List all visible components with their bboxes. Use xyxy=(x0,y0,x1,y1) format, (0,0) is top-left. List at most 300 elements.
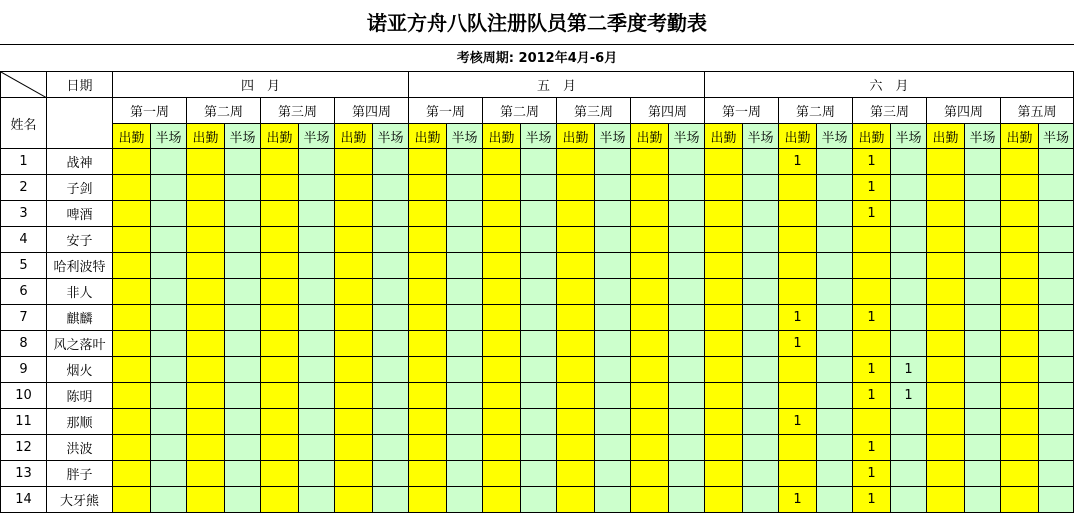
half-cell[interactable] xyxy=(669,279,705,305)
half-cell[interactable] xyxy=(373,279,409,305)
attend-cell[interactable] xyxy=(335,461,373,487)
half-cell[interactable] xyxy=(595,175,631,201)
attend-cell[interactable] xyxy=(409,331,447,357)
attend-cell[interactable] xyxy=(927,305,965,331)
attend-cell[interactable]: 1 xyxy=(853,435,891,461)
half-cell[interactable] xyxy=(299,461,335,487)
half-cell[interactable] xyxy=(521,331,557,357)
half-cell[interactable] xyxy=(817,305,853,331)
half-cell[interactable] xyxy=(965,383,1001,409)
attend-cell[interactable] xyxy=(187,149,225,175)
attend-cell[interactable] xyxy=(705,227,743,253)
attend-cell[interactable] xyxy=(1001,201,1039,227)
attend-cell[interactable] xyxy=(557,227,595,253)
attend-cell[interactable] xyxy=(557,279,595,305)
attend-cell[interactable] xyxy=(187,201,225,227)
half-cell[interactable] xyxy=(817,383,853,409)
half-cell[interactable] xyxy=(1039,253,1074,279)
half-cell[interactable] xyxy=(595,357,631,383)
attend-cell[interactable] xyxy=(483,279,521,305)
attend-cell[interactable] xyxy=(187,409,225,435)
half-cell[interactable]: 1 xyxy=(891,357,927,383)
attend-cell[interactable] xyxy=(113,175,151,201)
half-cell[interactable] xyxy=(965,149,1001,175)
half-cell[interactable] xyxy=(521,357,557,383)
half-cell[interactable] xyxy=(669,331,705,357)
half-cell[interactable] xyxy=(373,201,409,227)
half-cell[interactable] xyxy=(595,383,631,409)
half-cell[interactable] xyxy=(891,461,927,487)
attend-cell[interactable] xyxy=(853,331,891,357)
half-cell[interactable] xyxy=(447,487,483,513)
half-cell[interactable] xyxy=(891,305,927,331)
attend-cell[interactable] xyxy=(631,357,669,383)
attend-cell[interactable] xyxy=(113,227,151,253)
attend-cell[interactable] xyxy=(483,461,521,487)
attend-cell[interactable] xyxy=(779,357,817,383)
half-cell[interactable] xyxy=(1039,175,1074,201)
attend-cell[interactable] xyxy=(113,383,151,409)
attend-cell[interactable] xyxy=(779,227,817,253)
attend-cell[interactable] xyxy=(705,305,743,331)
attend-cell[interactable] xyxy=(187,253,225,279)
half-cell[interactable] xyxy=(225,227,261,253)
half-cell[interactable] xyxy=(817,461,853,487)
half-cell[interactable] xyxy=(669,383,705,409)
half-cell[interactable] xyxy=(891,201,927,227)
half-cell[interactable] xyxy=(299,253,335,279)
half-cell[interactable] xyxy=(521,149,557,175)
attend-cell[interactable] xyxy=(113,305,151,331)
attend-cell[interactable] xyxy=(705,461,743,487)
half-cell[interactable] xyxy=(595,227,631,253)
half-cell[interactable] xyxy=(669,357,705,383)
attend-cell[interactable] xyxy=(779,175,817,201)
half-cell[interactable] xyxy=(1039,305,1074,331)
attend-cell[interactable] xyxy=(557,487,595,513)
half-cell[interactable] xyxy=(299,331,335,357)
half-cell[interactable] xyxy=(669,149,705,175)
attend-cell[interactable] xyxy=(705,357,743,383)
attend-cell[interactable] xyxy=(927,487,965,513)
half-cell[interactable] xyxy=(669,435,705,461)
attend-cell[interactable] xyxy=(483,435,521,461)
half-cell[interactable] xyxy=(299,175,335,201)
attend-cell[interactable] xyxy=(1001,331,1039,357)
half-cell[interactable] xyxy=(447,149,483,175)
half-cell[interactable] xyxy=(225,201,261,227)
half-cell[interactable] xyxy=(891,175,927,201)
attend-cell[interactable] xyxy=(187,357,225,383)
attend-cell[interactable] xyxy=(409,357,447,383)
attend-cell[interactable] xyxy=(187,175,225,201)
attend-cell[interactable] xyxy=(705,279,743,305)
half-cell[interactable] xyxy=(891,409,927,435)
half-cell[interactable] xyxy=(669,409,705,435)
attend-cell[interactable] xyxy=(113,409,151,435)
half-cell[interactable] xyxy=(447,383,483,409)
half-cell[interactable] xyxy=(891,331,927,357)
attend-cell[interactable] xyxy=(261,175,299,201)
half-cell[interactable] xyxy=(817,487,853,513)
attend-cell[interactable]: 1 xyxy=(853,487,891,513)
half-cell[interactable] xyxy=(447,227,483,253)
attend-cell[interactable] xyxy=(261,461,299,487)
attend-cell[interactable] xyxy=(1001,357,1039,383)
attend-cell[interactable]: 1 xyxy=(779,305,817,331)
half-cell[interactable] xyxy=(595,461,631,487)
attend-cell[interactable] xyxy=(113,201,151,227)
attend-cell[interactable] xyxy=(335,227,373,253)
attend-cell[interactable] xyxy=(1001,279,1039,305)
attend-cell[interactable] xyxy=(705,435,743,461)
half-cell[interactable] xyxy=(743,201,779,227)
attend-cell[interactable] xyxy=(1001,175,1039,201)
half-cell[interactable] xyxy=(521,253,557,279)
half-cell[interactable] xyxy=(521,409,557,435)
attend-cell[interactable] xyxy=(631,383,669,409)
half-cell[interactable] xyxy=(817,331,853,357)
attend-cell[interactable] xyxy=(335,305,373,331)
half-cell[interactable] xyxy=(595,435,631,461)
half-cell[interactable] xyxy=(373,253,409,279)
half-cell[interactable] xyxy=(743,253,779,279)
attend-cell[interactable] xyxy=(113,435,151,461)
attend-cell[interactable] xyxy=(335,149,373,175)
attend-cell[interactable] xyxy=(631,435,669,461)
attend-cell[interactable] xyxy=(409,201,447,227)
half-cell[interactable] xyxy=(891,227,927,253)
attend-cell[interactable] xyxy=(187,305,225,331)
attend-cell[interactable] xyxy=(705,383,743,409)
attend-cell[interactable] xyxy=(927,149,965,175)
attend-cell[interactable] xyxy=(631,409,669,435)
attend-cell[interactable] xyxy=(409,461,447,487)
half-cell[interactable] xyxy=(743,227,779,253)
attend-cell[interactable] xyxy=(261,279,299,305)
half-cell[interactable] xyxy=(373,175,409,201)
attend-cell[interactable] xyxy=(927,461,965,487)
half-cell[interactable] xyxy=(521,305,557,331)
attend-cell[interactable] xyxy=(705,253,743,279)
half-cell[interactable] xyxy=(817,201,853,227)
half-cell[interactable] xyxy=(521,487,557,513)
attend-cell[interactable] xyxy=(631,487,669,513)
attend-cell[interactable] xyxy=(261,357,299,383)
half-cell[interactable] xyxy=(225,279,261,305)
attend-cell[interactable]: 1 xyxy=(853,383,891,409)
attend-cell[interactable] xyxy=(335,331,373,357)
attend-cell[interactable]: 1 xyxy=(779,487,817,513)
half-cell[interactable] xyxy=(373,383,409,409)
attend-cell[interactable] xyxy=(927,357,965,383)
half-cell[interactable] xyxy=(1039,409,1074,435)
attend-cell[interactable] xyxy=(631,175,669,201)
attend-cell[interactable]: 1 xyxy=(853,305,891,331)
half-cell[interactable] xyxy=(225,253,261,279)
attend-cell[interactable] xyxy=(631,253,669,279)
attend-cell[interactable] xyxy=(409,409,447,435)
half-cell[interactable] xyxy=(151,279,187,305)
half-cell[interactable] xyxy=(965,331,1001,357)
attend-cell[interactable] xyxy=(1001,487,1039,513)
attend-cell[interactable] xyxy=(631,461,669,487)
attend-cell[interactable] xyxy=(557,357,595,383)
attend-cell[interactable] xyxy=(631,227,669,253)
half-cell[interactable] xyxy=(447,331,483,357)
half-cell[interactable] xyxy=(965,175,1001,201)
attend-cell[interactable] xyxy=(631,331,669,357)
attend-cell[interactable] xyxy=(335,357,373,383)
half-cell[interactable] xyxy=(817,227,853,253)
attend-cell[interactable] xyxy=(187,279,225,305)
half-cell[interactable] xyxy=(151,383,187,409)
half-cell[interactable] xyxy=(299,383,335,409)
half-cell[interactable] xyxy=(373,357,409,383)
attend-cell[interactable] xyxy=(261,227,299,253)
attend-cell[interactable] xyxy=(1001,305,1039,331)
half-cell[interactable] xyxy=(225,487,261,513)
half-cell[interactable] xyxy=(891,487,927,513)
attend-cell[interactable] xyxy=(113,331,151,357)
attend-cell[interactable] xyxy=(927,253,965,279)
half-cell[interactable] xyxy=(299,279,335,305)
attend-cell[interactable] xyxy=(261,305,299,331)
half-cell[interactable] xyxy=(521,279,557,305)
attend-cell[interactable] xyxy=(1001,227,1039,253)
half-cell[interactable] xyxy=(891,149,927,175)
half-cell[interactable] xyxy=(743,149,779,175)
attend-cell[interactable] xyxy=(261,383,299,409)
half-cell[interactable] xyxy=(1039,201,1074,227)
attend-cell[interactable] xyxy=(1001,383,1039,409)
attend-cell[interactable] xyxy=(927,201,965,227)
attend-cell[interactable] xyxy=(927,331,965,357)
half-cell[interactable] xyxy=(151,201,187,227)
attend-cell[interactable] xyxy=(261,409,299,435)
attend-cell[interactable] xyxy=(483,383,521,409)
attend-cell[interactable] xyxy=(187,435,225,461)
attend-cell[interactable] xyxy=(557,305,595,331)
half-cell[interactable] xyxy=(373,227,409,253)
attend-cell[interactable] xyxy=(409,227,447,253)
attend-cell[interactable] xyxy=(483,201,521,227)
attend-cell[interactable] xyxy=(631,201,669,227)
attend-cell[interactable] xyxy=(927,279,965,305)
half-cell[interactable] xyxy=(151,305,187,331)
attend-cell[interactable] xyxy=(557,175,595,201)
half-cell[interactable] xyxy=(891,279,927,305)
half-cell[interactable] xyxy=(891,435,927,461)
half-cell[interactable] xyxy=(817,435,853,461)
half-cell[interactable] xyxy=(151,357,187,383)
half-cell[interactable] xyxy=(447,305,483,331)
attend-cell[interactable] xyxy=(335,279,373,305)
half-cell[interactable] xyxy=(151,227,187,253)
attend-cell[interactable] xyxy=(705,487,743,513)
half-cell[interactable] xyxy=(595,253,631,279)
half-cell[interactable] xyxy=(817,357,853,383)
half-cell[interactable] xyxy=(817,175,853,201)
attend-cell[interactable] xyxy=(113,357,151,383)
half-cell[interactable] xyxy=(225,331,261,357)
attend-cell[interactable] xyxy=(409,175,447,201)
half-cell[interactable] xyxy=(965,435,1001,461)
attend-cell[interactable] xyxy=(483,409,521,435)
attend-cell[interactable] xyxy=(853,279,891,305)
half-cell[interactable] xyxy=(1039,383,1074,409)
half-cell[interactable] xyxy=(151,331,187,357)
half-cell[interactable] xyxy=(965,201,1001,227)
half-cell[interactable] xyxy=(447,435,483,461)
attend-cell[interactable] xyxy=(779,435,817,461)
attend-cell[interactable] xyxy=(557,253,595,279)
half-cell[interactable] xyxy=(891,253,927,279)
half-cell[interactable] xyxy=(225,435,261,461)
attend-cell[interactable] xyxy=(261,435,299,461)
attend-cell[interactable] xyxy=(483,175,521,201)
attend-cell[interactable] xyxy=(187,487,225,513)
attend-cell[interactable] xyxy=(261,201,299,227)
half-cell[interactable] xyxy=(151,461,187,487)
half-cell[interactable] xyxy=(151,409,187,435)
attend-cell[interactable] xyxy=(187,461,225,487)
attend-cell[interactable] xyxy=(631,149,669,175)
half-cell[interactable] xyxy=(373,149,409,175)
half-cell[interactable] xyxy=(151,435,187,461)
attend-cell[interactable] xyxy=(557,201,595,227)
attend-cell[interactable] xyxy=(335,253,373,279)
half-cell[interactable] xyxy=(151,149,187,175)
attend-cell[interactable] xyxy=(853,227,891,253)
half-cell[interactable] xyxy=(447,201,483,227)
attend-cell[interactable] xyxy=(335,409,373,435)
half-cell[interactable]: 1 xyxy=(891,383,927,409)
half-cell[interactable] xyxy=(743,305,779,331)
half-cell[interactable] xyxy=(1039,149,1074,175)
half-cell[interactable] xyxy=(373,305,409,331)
half-cell[interactable] xyxy=(447,461,483,487)
half-cell[interactable] xyxy=(595,279,631,305)
half-cell[interactable] xyxy=(225,357,261,383)
half-cell[interactable] xyxy=(965,227,1001,253)
attend-cell[interactable] xyxy=(779,383,817,409)
half-cell[interactable] xyxy=(595,201,631,227)
half-cell[interactable] xyxy=(299,487,335,513)
attend-cell[interactable] xyxy=(631,305,669,331)
attend-cell[interactable] xyxy=(409,487,447,513)
half-cell[interactable] xyxy=(373,409,409,435)
attend-cell[interactable] xyxy=(187,227,225,253)
half-cell[interactable] xyxy=(225,409,261,435)
half-cell[interactable] xyxy=(225,461,261,487)
half-cell[interactable] xyxy=(151,487,187,513)
half-cell[interactable] xyxy=(669,461,705,487)
attend-cell[interactable] xyxy=(187,383,225,409)
attend-cell[interactable]: 1 xyxy=(779,409,817,435)
attend-cell[interactable] xyxy=(335,487,373,513)
attend-cell[interactable] xyxy=(927,383,965,409)
attend-cell[interactable] xyxy=(113,487,151,513)
attend-cell[interactable] xyxy=(113,461,151,487)
half-cell[interactable] xyxy=(965,305,1001,331)
half-cell[interactable] xyxy=(817,279,853,305)
half-cell[interactable] xyxy=(965,253,1001,279)
attend-cell[interactable] xyxy=(335,435,373,461)
half-cell[interactable] xyxy=(965,409,1001,435)
half-cell[interactable] xyxy=(965,461,1001,487)
half-cell[interactable] xyxy=(743,487,779,513)
half-cell[interactable] xyxy=(669,175,705,201)
attend-cell[interactable] xyxy=(483,149,521,175)
half-cell[interactable] xyxy=(373,331,409,357)
half-cell[interactable] xyxy=(743,409,779,435)
attend-cell[interactable]: 1 xyxy=(779,149,817,175)
attend-cell[interactable] xyxy=(1001,253,1039,279)
attend-cell[interactable] xyxy=(557,383,595,409)
attend-cell[interactable] xyxy=(483,305,521,331)
attend-cell[interactable] xyxy=(779,461,817,487)
attend-cell[interactable] xyxy=(631,279,669,305)
half-cell[interactable] xyxy=(373,461,409,487)
half-cell[interactable] xyxy=(299,305,335,331)
attend-cell[interactable] xyxy=(927,227,965,253)
attend-cell[interactable] xyxy=(557,149,595,175)
half-cell[interactable] xyxy=(1039,279,1074,305)
half-cell[interactable] xyxy=(1039,227,1074,253)
half-cell[interactable] xyxy=(669,201,705,227)
attend-cell[interactable] xyxy=(705,175,743,201)
half-cell[interactable] xyxy=(447,357,483,383)
half-cell[interactable] xyxy=(225,383,261,409)
half-cell[interactable] xyxy=(595,409,631,435)
half-cell[interactable] xyxy=(521,175,557,201)
half-cell[interactable] xyxy=(299,149,335,175)
attend-cell[interactable] xyxy=(409,305,447,331)
attend-cell[interactable] xyxy=(261,487,299,513)
half-cell[interactable] xyxy=(669,253,705,279)
attend-cell[interactable] xyxy=(1001,461,1039,487)
half-cell[interactable] xyxy=(817,253,853,279)
attend-cell[interactable] xyxy=(557,461,595,487)
half-cell[interactable] xyxy=(595,305,631,331)
attend-cell[interactable] xyxy=(927,435,965,461)
attend-cell[interactable] xyxy=(113,253,151,279)
half-cell[interactable] xyxy=(743,279,779,305)
half-cell[interactable] xyxy=(521,201,557,227)
attend-cell[interactable] xyxy=(779,253,817,279)
attend-cell[interactable]: 1 xyxy=(853,149,891,175)
half-cell[interactable] xyxy=(1039,487,1074,513)
half-cell[interactable] xyxy=(743,435,779,461)
half-cell[interactable] xyxy=(669,305,705,331)
half-cell[interactable] xyxy=(373,487,409,513)
attend-cell[interactable] xyxy=(261,149,299,175)
half-cell[interactable] xyxy=(521,435,557,461)
half-cell[interactable] xyxy=(299,201,335,227)
attend-cell[interactable] xyxy=(261,331,299,357)
half-cell[interactable] xyxy=(151,253,187,279)
attend-cell[interactable] xyxy=(1001,149,1039,175)
attend-cell[interactable] xyxy=(409,435,447,461)
attend-cell[interactable] xyxy=(409,279,447,305)
attend-cell[interactable] xyxy=(853,409,891,435)
half-cell[interactable] xyxy=(595,149,631,175)
attend-cell[interactable] xyxy=(261,253,299,279)
half-cell[interactable] xyxy=(299,357,335,383)
attend-cell[interactable] xyxy=(557,435,595,461)
attend-cell[interactable] xyxy=(705,149,743,175)
